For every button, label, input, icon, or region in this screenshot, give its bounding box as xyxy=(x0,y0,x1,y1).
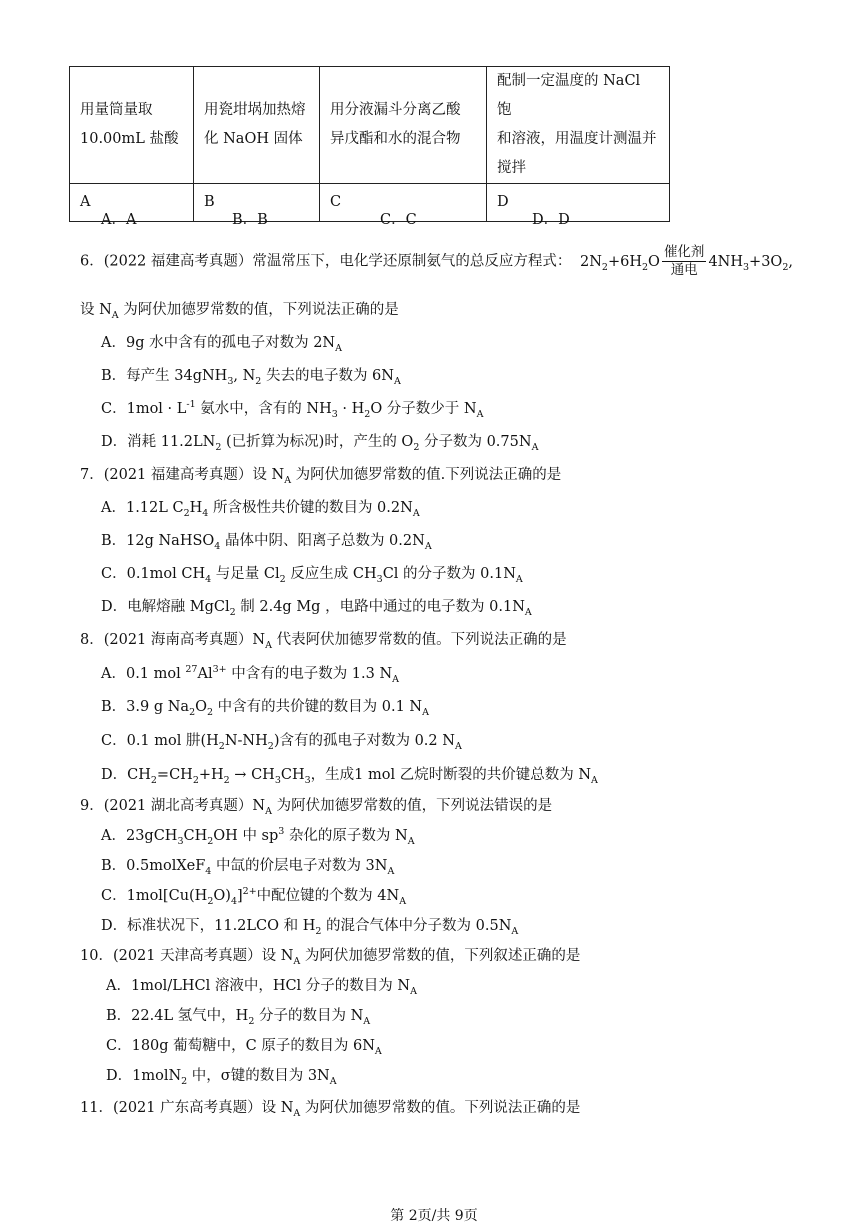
table-cell: B xyxy=(194,184,320,222)
q6-option-a[interactable]: A．9g 水中含有的孤电子对数为 $2N_A$ xyxy=(101,335,342,354)
q8-stem: 8．(2021 海南高考真题）$N_A$ 代表阿伏加德罗常数的值。下列说法正确的是 xyxy=(80,632,567,651)
options-table xyxy=(69,66,670,222)
q9-option-a[interactable]: A．$23gCH_3CH_2OH$ 中 $sp^3$ 杂化的原子数为 $N_A$ xyxy=(101,826,415,847)
table-cell: 用量筒量取 10.00mL 盐酸 xyxy=(70,67,194,184)
q5-option-d[interactable]: D．D xyxy=(532,212,570,228)
q10-option-a[interactable]: A．1mol/LHCl 溶液中，HCl 分子的数目为 $N_A$ xyxy=(106,978,417,997)
q10-option-b[interactable]: B．22.4L 氢气中，$H_2$ 分子的数目为 $N_A$ xyxy=(106,1008,371,1027)
table-cell: C xyxy=(320,184,487,222)
q5-option-b[interactable]: B．B xyxy=(232,212,268,228)
q7-option-a[interactable]: A．1.12L $C_2H_4$ 所含极性共价键的数目为 $0.2N_A$ xyxy=(101,500,420,519)
q7-option-c[interactable]: C．0.1mol $CH_4$ 与足量 $Cl_2$ 反应生成 $CH_3Cl$ 的分子数为 $0.1N_A$ xyxy=(101,566,523,585)
q6-option-d[interactable]: D．消耗 $11.2LN_2$ (已折算为标况)时，产生的 $O_2$ 分子数为 $0.75N_A$ xyxy=(101,434,539,453)
q6-stem: 6．(2022 福建高考真题）常温常压下，电化学还原制氨气的总反应方程式： $2N_2+6H_2O$ $\frac{\text{催化剂}}{\text{通电}}$ $4NH_3+3O_2$, xyxy=(80,244,793,278)
table-cell: 用分液漏斗分离乙酸 异戊酯和水的混合物 xyxy=(320,67,487,184)
q5-option-c[interactable]: C．C xyxy=(380,212,417,228)
q5-option-a[interactable]: A．A xyxy=(101,212,137,228)
reaction-equation: $2N_2+6H_2O$ $\frac{\text{催化剂}}{\text{通电}}$ $4NH_3+3O_2$, xyxy=(580,244,793,278)
table-cell: D xyxy=(487,184,670,222)
q10-option-d[interactable]: D．1molN$_2$ 中，σ键的数目为 $3N_A$ xyxy=(106,1068,337,1087)
page-footer: 第 2页/共 9页 xyxy=(390,1208,478,1224)
q8-option-d[interactable]: D．$CH_2=CH_2+H_2 \to CH_3CH_3$，生成1 mol 乙烷时断裂的共价键总数为 $N_A$ xyxy=(101,767,598,786)
q9-stem: 9．(2021 湖北高考真题）$N_A$ 为阿伏加德罗常数的值，下列说法错误的是 xyxy=(80,798,553,817)
q6-option-c[interactable]: C．$1mol \cdot L^{-1}$ 氨水中，含有的 $NH_3 \cdot H_2O$ 分子数少于 $N_A$ xyxy=(101,399,484,420)
q7-stem: 7．(2021 福建高考真题）设 $N_A$ 为阿伏加德罗常数的值.下列说法正确的是 xyxy=(80,467,562,486)
q9-option-c[interactable]: C．$1mol[Cu(H_2O)_4]^{2+}$中配位键的个数为 $4N_A$ xyxy=(101,886,407,907)
q11-stem: 11．(2021 广东高考真题）设 $N_A$ 为阿伏加德罗常数的值。下列说法正确的是 xyxy=(80,1100,581,1119)
q8-option-c[interactable]: C．0.1 mol 肼$(H_2N-NH_2)$含有的孤电子对数为 0.2 $N_A$ xyxy=(101,733,462,752)
table-cell: 配制一定温度的 NaCl 饱 和溶液，用温度计测温并 搅拌 xyxy=(487,67,670,184)
q8-option-b[interactable]: B．3.9 g $Na_2O_2$ 中含有的共价键的数目为 0.1 $N_A$ xyxy=(101,699,429,718)
reaction-condition: $\frac{\text{催化剂}}{\text{通电}}$ xyxy=(663,244,705,278)
q10-option-c[interactable]: C．180g 葡萄糖中，C 原子的数目为 $6N_A$ xyxy=(106,1038,382,1057)
q10-stem: 10．(2021 天津高考真题）设 $N_A$ 为阿伏加德罗常数的值，下列叙述正确的是 xyxy=(80,948,581,967)
q7-option-d[interactable]: D．电解熔融 MgCl$_2$ 制 2.4g Mg ，电路中通过的电子数为 $0.1N_A$ xyxy=(101,599,532,618)
table-cell: 用瓷坩埚加热熔 化 NaOH 固体 xyxy=(194,67,320,184)
q6-option-b[interactable]: B．每产生 34gNH$_3$, $N_2$ 失去的电子数为 $6N_A$ xyxy=(101,368,401,387)
q6-stem-line2: 设 $N_A$ 为阿伏加德罗常数的值，下列说法正确的是 xyxy=(80,302,399,321)
q9-option-d[interactable]: D．标准状况下，11.2LCO 和 $H_2$ 的混合气体中分子数为 $0.5N_A$ xyxy=(101,918,519,937)
q8-option-a[interactable]: A．0.1 mol $^{27}Al^{3+}$ 中含有的电子数为 1.3 $N_A$ xyxy=(101,664,400,685)
table-cell: A xyxy=(70,184,194,222)
q9-option-b[interactable]: B．0.5molXeF$_4$ 中氙的价层电子对数为 $3N_A$ xyxy=(101,858,395,877)
q7-option-b[interactable]: B．12g NaHSO$_4$ 晶体中阴、阳离子总数为 $0.2N_A$ xyxy=(101,533,432,552)
